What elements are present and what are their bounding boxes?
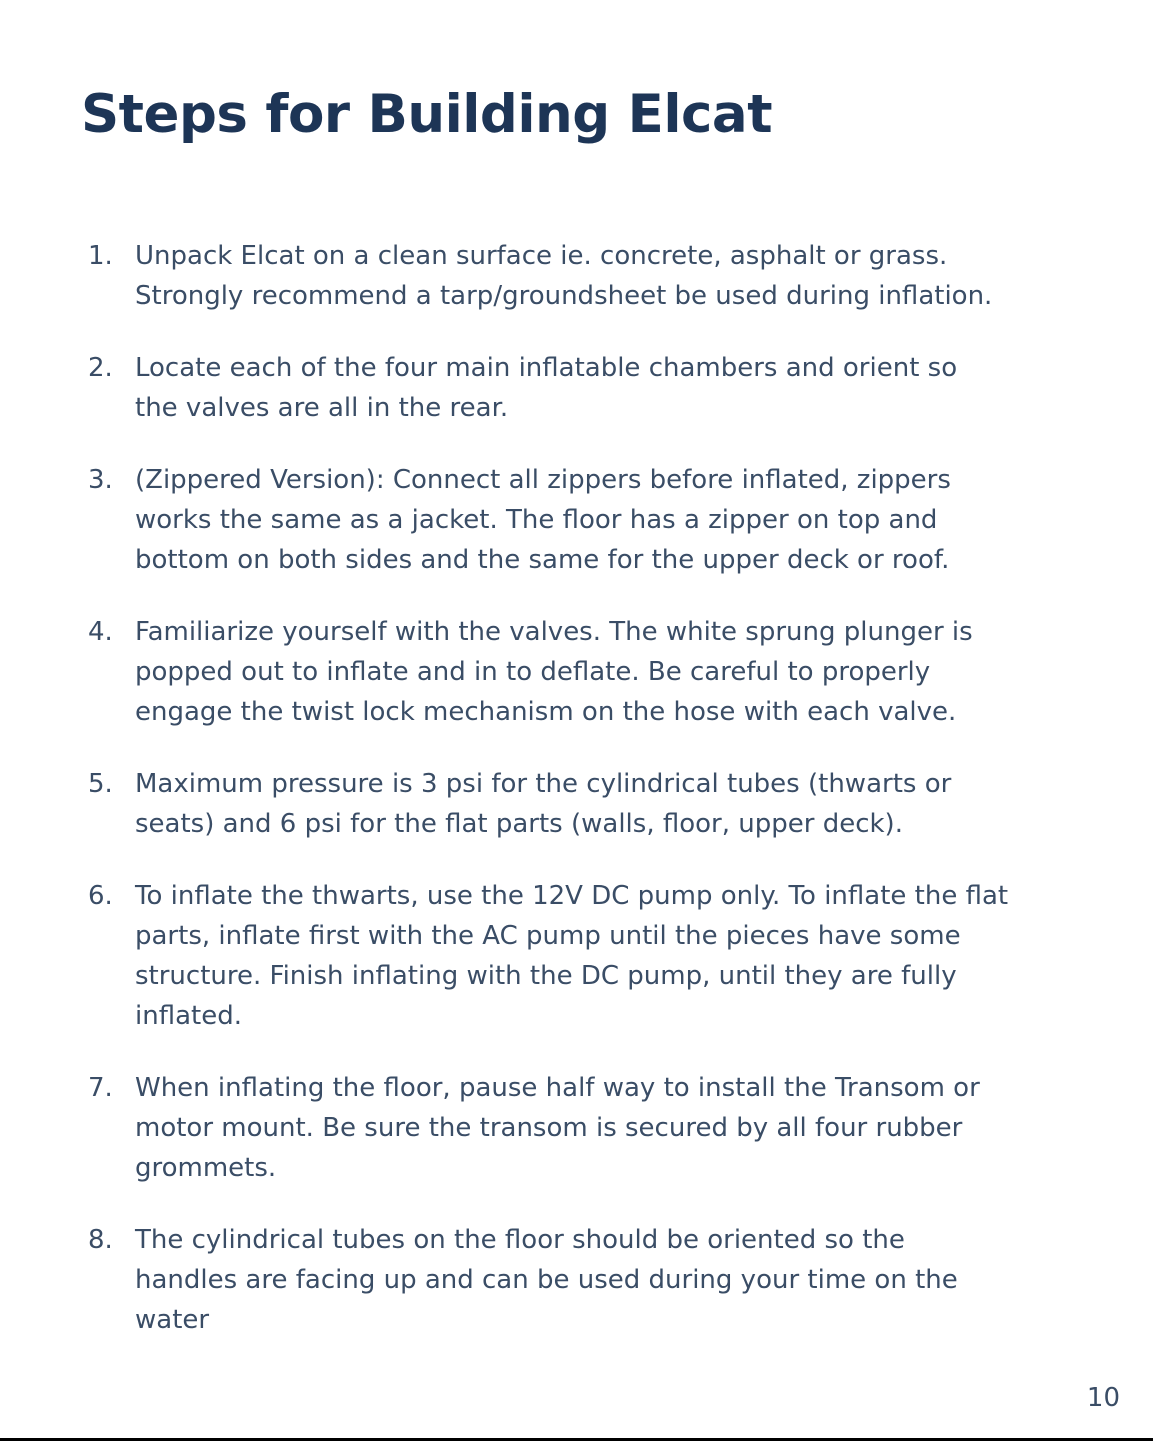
step-number: 2. [88, 353, 113, 383]
page-number: 10 [1086, 1383, 1120, 1413]
step-number: 7. [88, 1073, 113, 1103]
step-text: (Zippered Version): Connect all zippers before inflated, zippers works the same as a jacket. The floor has a zipper on top and bottom on both sides and the same for the upper deck or roof. [135, 465, 951, 575]
step-text: Locate each of the four main inflatable chambers and orient so the valves are all in the rear. [135, 353, 958, 423]
step-text: Unpack Elcat on a clean surface ie. concrete, asphalt or grass. Strongly recommend a tarp/groundsheet be used during inflation. [135, 241, 993, 311]
step-text: To inflate the thwarts, use the 12V DC pump only. To inflate the flat parts, inflate first with the AC pump until the pieces have some structure. Finish inflating with the DC pump, until they are fully inflated. [135, 881, 1009, 1031]
step-number: 3. [88, 465, 113, 495]
step-number: 8. [88, 1225, 113, 1255]
step-text: When inflating the floor, pause half way to install the Transom or motor mount. Be sure the transom is secured by all four rubber grommets. [135, 1073, 980, 1183]
step-text: Familiarize yourself with the valves. The white sprung plunger is popped out to inflate and in to deflate. Be careful to properly engage the twist lock mechanism on the hose with each valve. [135, 617, 973, 727]
step-text: The cylindrical tubes on the floor should be oriented so the handles are facing up and can be used during your time on the water [135, 1225, 958, 1335]
step-number: 1. [88, 241, 113, 271]
step-number: 4. [88, 617, 113, 647]
step-number: 6. [88, 881, 113, 911]
step-text: Maximum pressure is 3 psi for the cylindrical tubes (thwarts or seats) and 6 psi for the flat parts (walls, floor, upper deck). [135, 769, 952, 839]
step-number: 5. [88, 769, 113, 799]
page-title: Steps for Building Elcat [81, 84, 773, 145]
